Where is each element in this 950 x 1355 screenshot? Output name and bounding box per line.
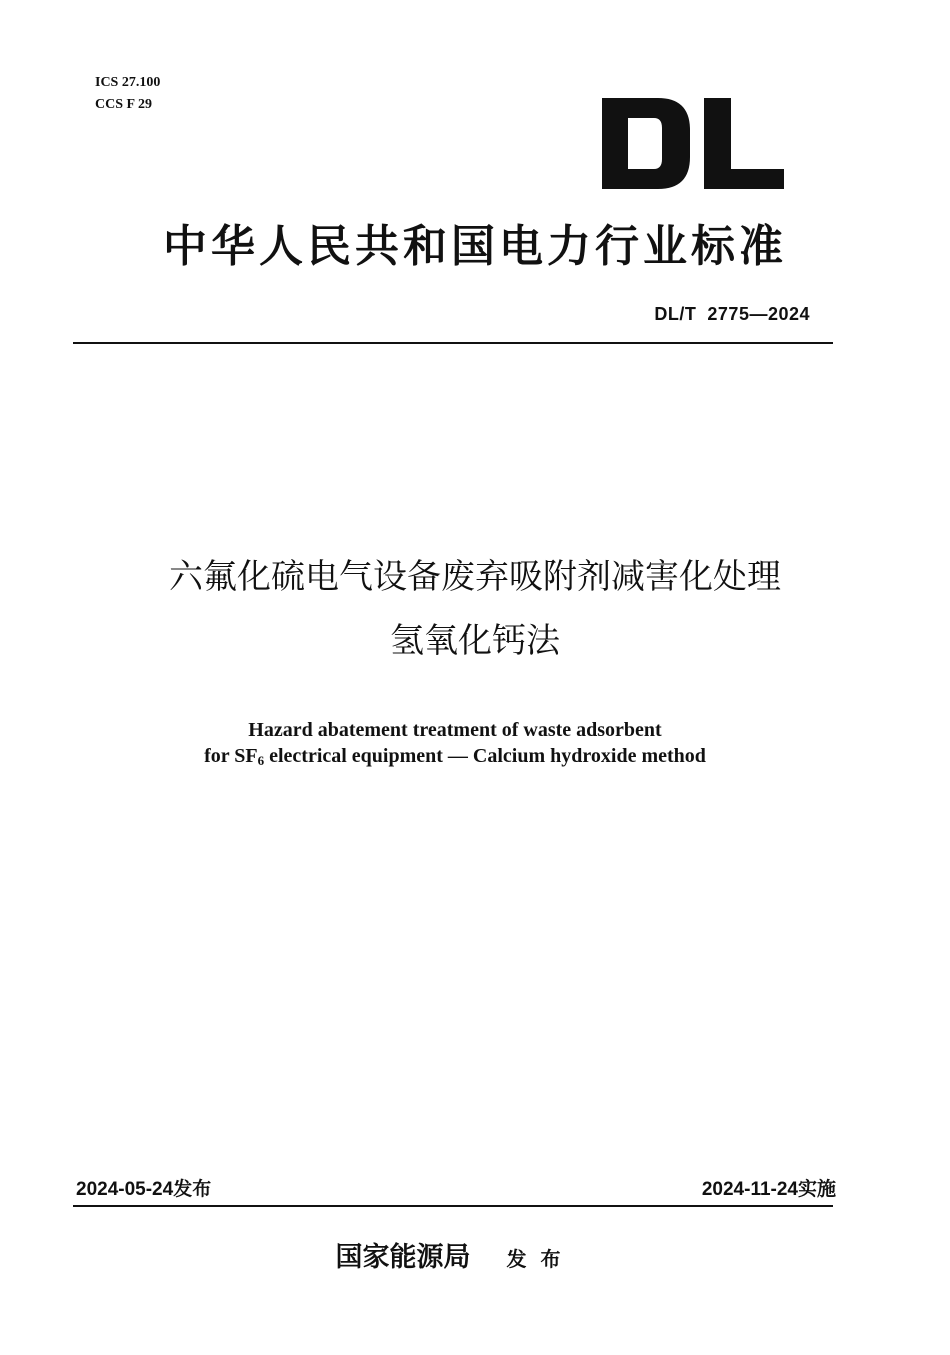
ccs-code: CCS F 29 <box>95 97 153 112</box>
implementation-date: 2024-11-24实施 <box>701 1179 836 1200</box>
top-divider <box>73 342 833 344</box>
english-title-line-2 <box>0 743 910 769</box>
chinese-title-line-2: 氢氧化钙法 <box>390 621 560 661</box>
bottom-divider <box>73 1205 833 1207</box>
classification-codes <box>95 73 160 117</box>
english-title-suffix: electrical equipment — Calcium hydroxide method <box>264 745 706 767</box>
english-title-prefix: for SF <box>204 745 258 767</box>
standard-number: DL/T 2775—2024 <box>654 304 810 324</box>
dl-logo-l <box>704 98 784 189</box>
chinese-title-line-1: 六氟化硫电气设备废弃吸附剂减害化处理 <box>169 557 781 597</box>
issue-date: 2024-05-24发布 <box>76 1179 212 1200</box>
issuer-action: 发布 <box>506 1247 575 1271</box>
issuer-name: 国家能源局 <box>335 1242 471 1273</box>
english-title-subscript: 6 <box>257 753 265 768</box>
ics-code: ICS 27.100 <box>95 75 161 90</box>
industry-standard-title: 中华人民共和国电力行业标准 <box>163 221 787 272</box>
dl-logo-d <box>602 98 690 189</box>
english-title-line-1: Hazard abatement treatment of waste adsorbent <box>248 719 662 741</box>
issuer <box>0 1235 910 1274</box>
dl-logo <box>598 96 788 191</box>
english-title <box>0 717 910 769</box>
